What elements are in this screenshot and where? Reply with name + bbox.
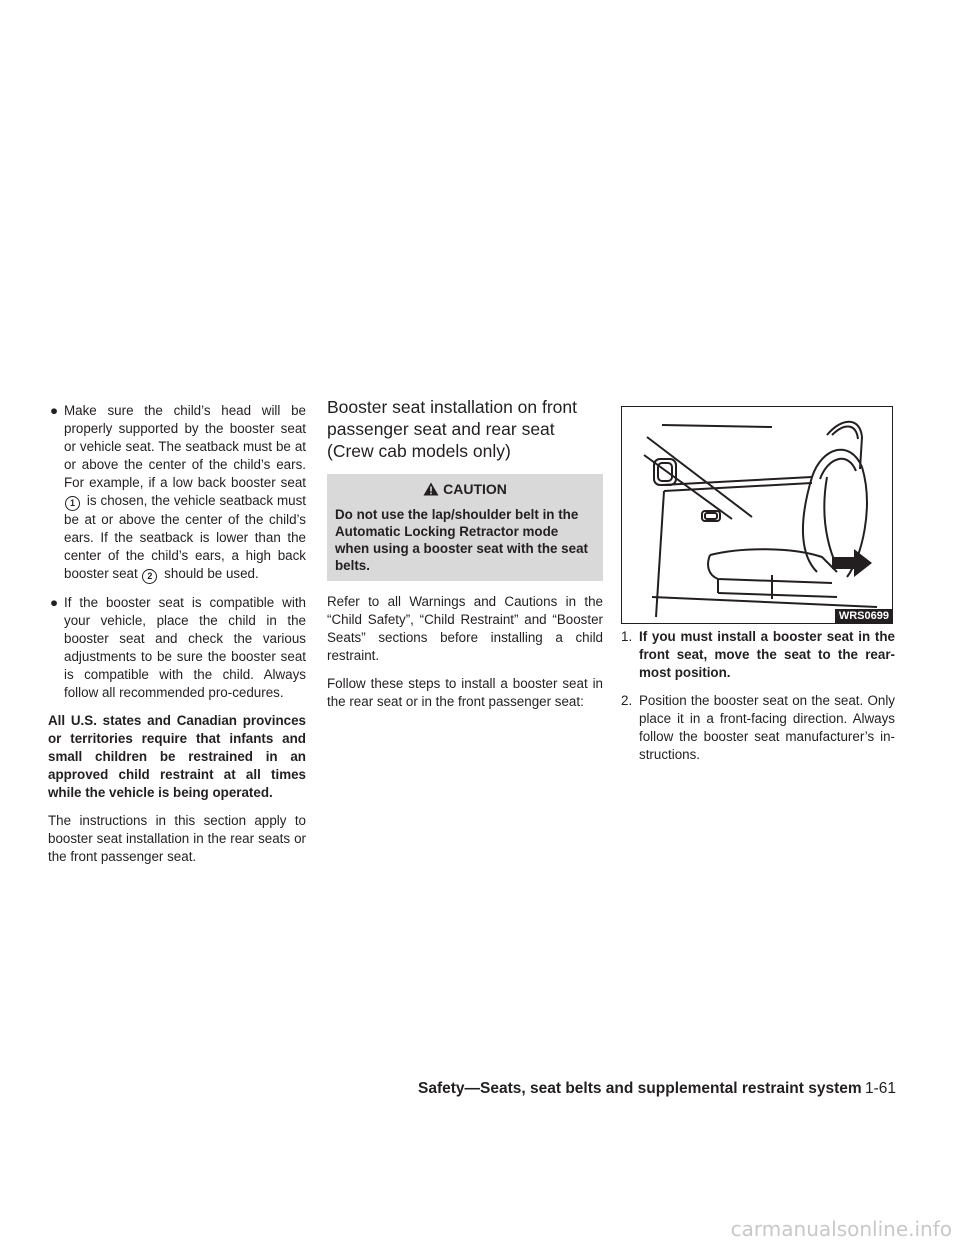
warning-triangle-icon <box>423 482 439 496</box>
watermark: carmanualsonline.info <box>730 1217 952 1241</box>
seat-illustration <box>621 406 893 624</box>
instructions-scope-paragraph: The instructions in this section apply to booster seat installation in the rear seats or the front passenger seat. <box>48 813 306 864</box>
follow-steps-paragraph: Follow these steps to install a booster seat in the rear seat or in the front passenger seat: <box>327 676 603 709</box>
caution-label: CAUTION <box>443 481 507 497</box>
step-number: 2. <box>621 693 633 708</box>
legal-requirement-paragraph: All U.S. states and Canadian provinces or territories require that infants and small children be restrained in an approved child restraint at all times while the vehicle is being operated. <box>48 713 306 800</box>
page-footer <box>418 1080 896 1098</box>
bullet1-text-part3: should be used. <box>164 566 259 581</box>
caution-text: Do not use the lap/shoulder belt in the Automatic Locking Retractor mode when using a booster seat with the seat belts. <box>335 507 588 573</box>
step-item-2 <box>621 692 895 764</box>
bullet-text: If the booster seat is compatible with your vehicle, place the child in the booster seat and check the various adjustments to be sure the booster seat is compatible with the child. Always follow all recommended pro-cedures. <box>64 595 306 700</box>
bullet-item-head-support <box>48 402 306 584</box>
caution-title <box>335 480 595 498</box>
caution-box <box>327 474 603 581</box>
figure-id: WRS0699 <box>835 609 893 624</box>
footer-section-title: Safety—Seats, seat belts and supplemental restraint system <box>418 1080 862 1097</box>
callout-marker-1: 1 <box>65 496 80 511</box>
bullet1-text-part1: Make sure the child’s head will be properly supported by the booster seat or vehicle seat. The seatback must be at or above the center of the child’s ears. For example, if a low back booster seat <box>64 403 306 490</box>
bullet-text <box>64 402 306 584</box>
page-number: 1-61 <box>864 1080 896 1097</box>
step-text: Position the booster seat on the seat. Only place it in a front-facing direction. Always follow the booster seat manufacturer’s in-structions. <box>639 693 895 762</box>
step-item-1 <box>621 628 895 682</box>
refer-warnings-paragraph: Refer to all Warnings and Cautions in the “Child Safety”, “Child Restraint” and “Booster Seats” sections before installing a child restraint. <box>327 594 603 663</box>
left-column <box>48 402 306 876</box>
middle-column <box>327 396 603 721</box>
forward-arrow-icon <box>832 549 872 577</box>
seat-drawing <box>622 407 892 623</box>
step-number: 1. <box>621 629 633 644</box>
bullet-dot-icon: ● <box>50 403 59 418</box>
bullet-dot-icon: ● <box>50 595 59 610</box>
steps-list <box>621 628 895 764</box>
right-column <box>621 406 895 774</box>
section-heading: Booster seat installation on front passenger seat and rear seat (Crew cab models only) <box>327 397 578 461</box>
bullet1-text-part2: is chosen, the vehicle seatback must be at or above the center of the child’s ears. If the seatback is lower than the center of the child’s ears, a high back booster seat <box>64 493 306 581</box>
bullet-item-compatibility <box>48 594 306 702</box>
callout-marker-2: 2 <box>142 569 157 584</box>
step-text: If you must install a booster seat in the front seat, move the seat to the rear-most position. <box>639 629 895 680</box>
